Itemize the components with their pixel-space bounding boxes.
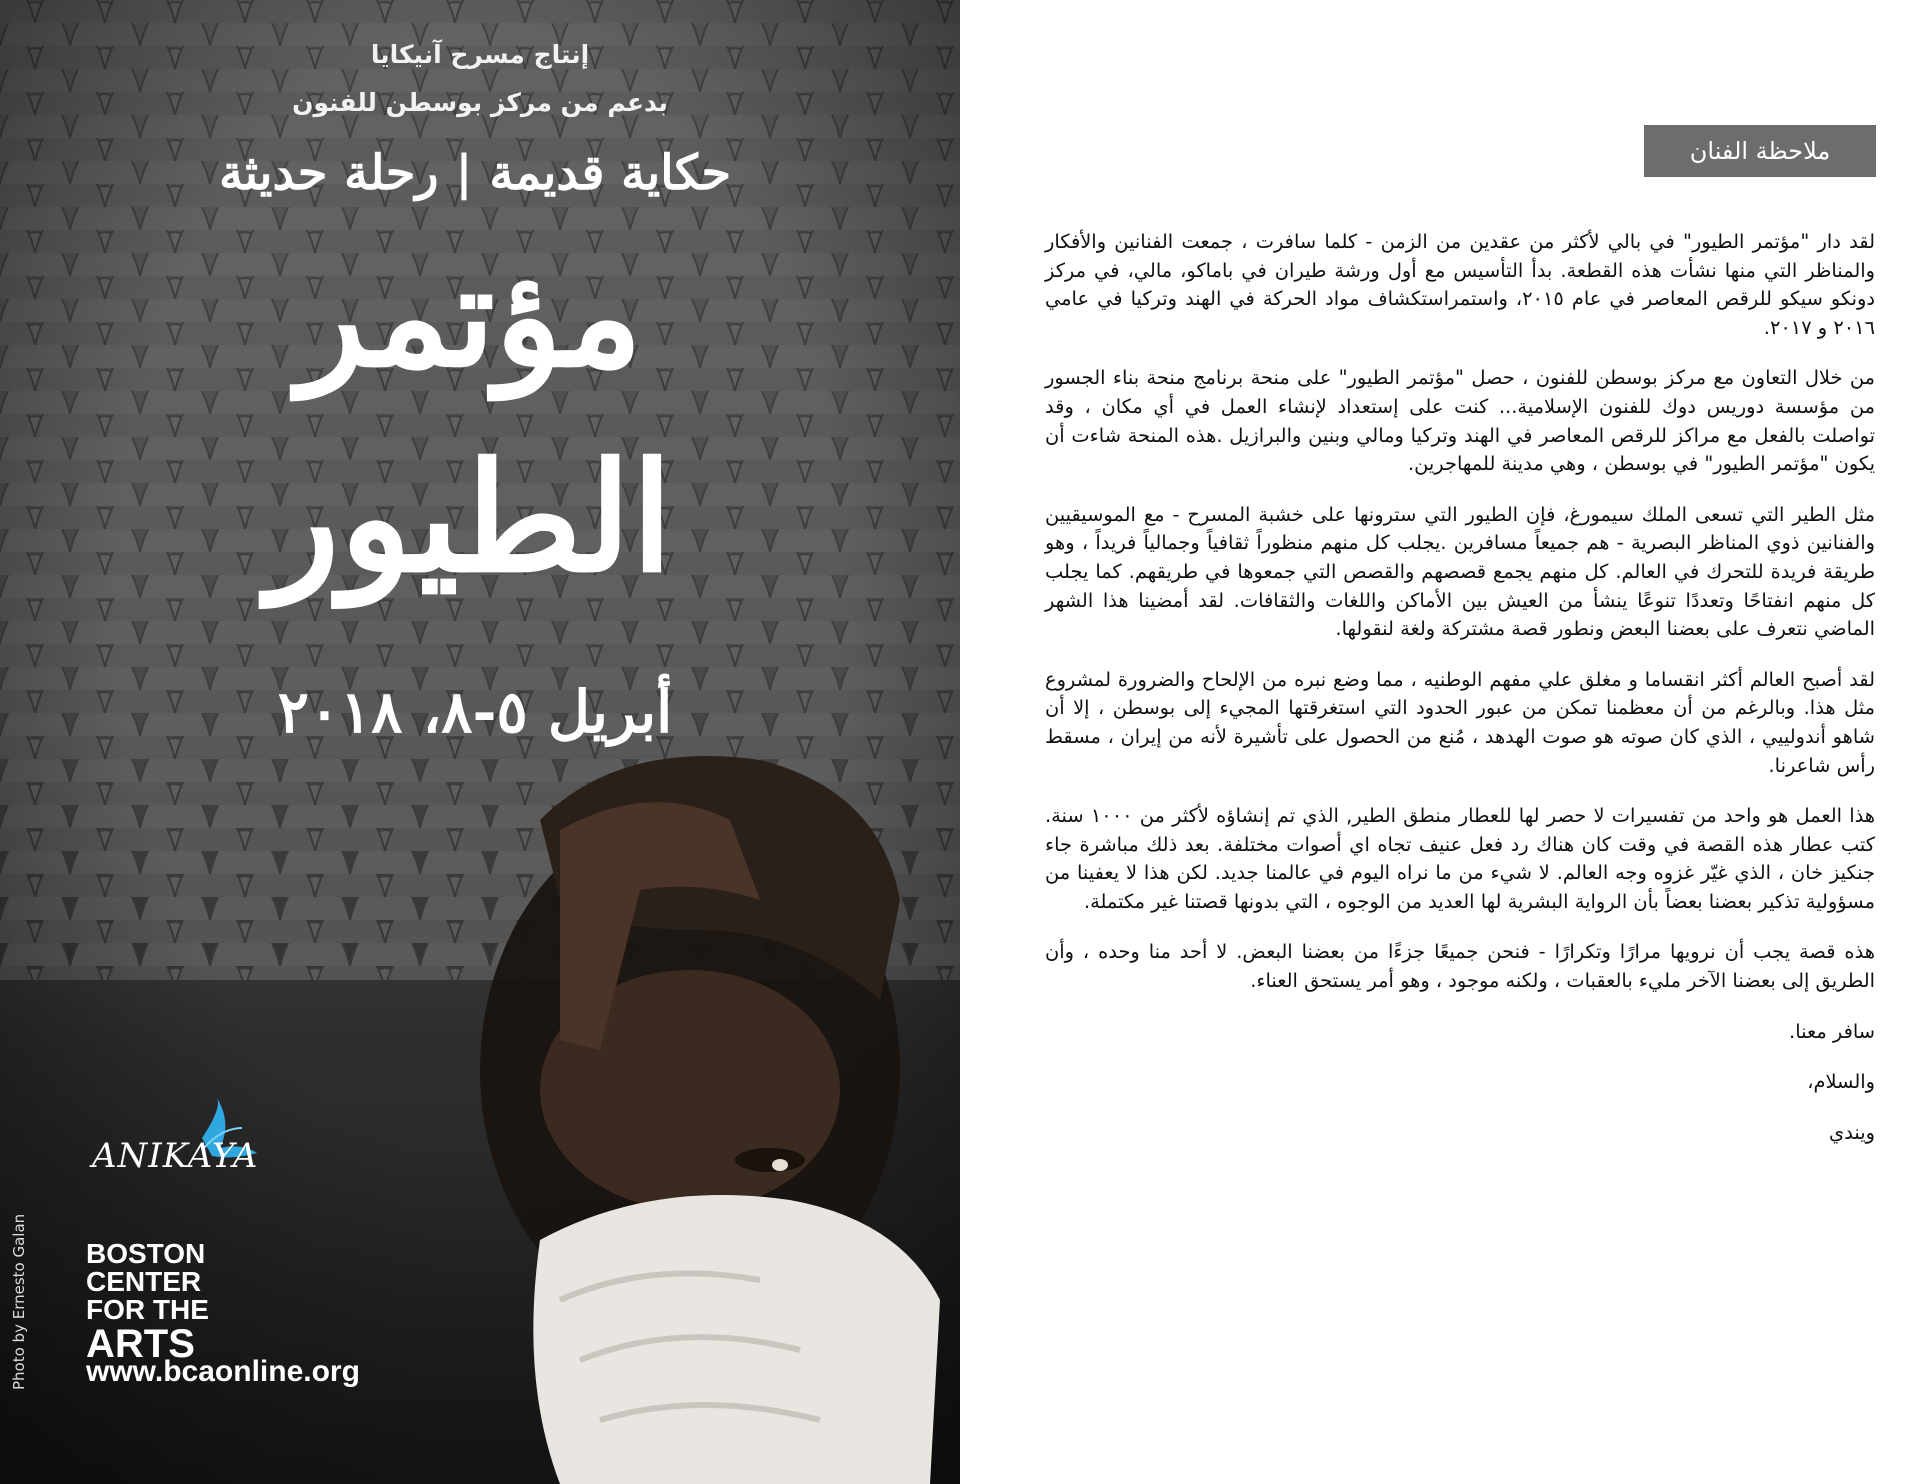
note-paragraph: مثل الطير التي تسعى الملك سيمورغ، فإن الطيور التي سترونها على خشبة المسرح - مع الموسيقيين والفنانين ذوي المناظر البصرية - هم جميعاً مسافرين .يجلب كل منهم منظوراً ثقافياً وجمالياً فريداً ، وهو طريقة فريدة للتحرك في العالم. كل منهم يجمع قصصهم والقصص التي جمعوها في طريقهم. كما يجلب كل منهم انفتاحًا وتعددًا تنوعًا ينشأ من العيش بين الأماكن واللغات والثقافات. لقد أمضينا هذا الشهر الماضي نتعرف على بعضنا البعض ونطور قصة مشتركة ولغة لنقولها. xyxy=(1045,502,1875,641)
note-paragraph: لقد أصبح العالم أكثر انقساما و مغلق علي مفهم الوطنيه ، مما وضع نبره من الإلحاح والضرورة لمشروع مثل هذا. وبالرغم من أن معظمنا تمكن من عبور الحدود التي استغرقتها المجيء إلى بوسطن ، إلا أن شاهو أندولييي ، الذي كان صوته هو صوت الهدهد ، مُنع من الحصول على تأشيرة لأنه من إيران ، مسقط رأس شاعرنا. xyxy=(1045,667,1875,777)
note-signature: ويندي xyxy=(1829,1120,1875,1144)
tagline: حكاية قديمة | رحلة حديثة xyxy=(218,145,732,201)
photo-credit: Photo by Ernesto Galan xyxy=(10,1213,28,1390)
anikaya-logo xyxy=(92,1098,262,1208)
bca-logo xyxy=(86,1240,209,1364)
bca-line-2: CENTER xyxy=(86,1266,202,1297)
poster-title-line-1: مؤتمر xyxy=(297,235,643,399)
bca-line-1: BOSTON xyxy=(86,1238,206,1269)
bca-line-4: ARTS xyxy=(86,1322,195,1366)
support-credit: بدعم من مركز بوسطن للفنون xyxy=(292,88,668,117)
note-closing-greeting: والسلام، xyxy=(1807,1070,1875,1094)
bca-line-3: FOR THE xyxy=(86,1294,209,1325)
poster-title-line-2: الطيور xyxy=(267,430,673,606)
artist-note-body xyxy=(1045,228,1875,1169)
note-paragraph: لقد دار "مؤتمر الطيور" في بالي لأكثر من عقدين من الزمن - كلما سافرت ، جمعت الفنانين والأفكار والمناظر التي منها نشأت هذه القطعة. بدأ التأسيس مع أول ورشة طيران في باماكو، مالي، في مركز دونكو سيكو للرقص المعاصر في عام ٢٠١٥، واستمراستكشاف مواد الحركة في الهند وتركيا في عامي ٢٠١٦ و ٢٠١٧. xyxy=(1045,230,1875,339)
artist-note-header: ملاحظة الفنان xyxy=(1644,125,1876,177)
event-dates: أبريل ٥-٨، ٢٠١٨ xyxy=(277,678,673,746)
anikaya-logo-text: ANIKAYA xyxy=(92,1136,259,1176)
note-paragraph: من خلال التعاون مع مركز بوسطن للفنون ، حصل "مؤتمر الطيور" على منحة برنامج منحة بناء الجسور من مؤسسة دوريس دوك للفنون الإسلامية... كنت على إستعداد لإنشاء العمل في أي مكان ، وقد تواصلت بالفعل مع مراكز للرقص المعاصر في الهند وتركيا ومالي وبنين والبرازيل .هذه المنحة شاءت أن يكون "مؤتمر الطيور" في بوسطن ، وهي مدينة للمهاجرين. xyxy=(1045,366,1875,476)
website-link[interactable]: www.bcaonline.org xyxy=(86,1355,360,1388)
producer-credit: إنتاج مسرح آنيكايا xyxy=(370,40,590,69)
note-paragraph: هذه قصة يجب أن نرويها مرارًا وتكرارًا - فنحن جميعًا جزءًا من بعضنا البعض. لا أحد منا وحده ، وأن الطريق إلى بعضنا الآخر مليء بالعقبات ، ولكنه موجود ، وهو أمر يستحق العناء. xyxy=(1045,940,1875,993)
note-paragraph: هذا العمل هو واحد من تفسيرات لا حصر لها للعطار منطق الطير, الذي تم إنشاؤه لأكثر من ١٠٠٠ سنة. كتب عطار هذه القصة في وقت كان هناك رد فعل عنيف تجاه اي أصوات مختلفة. بعد ذلك مباشرة جاء جنكيز خان ، الذي غيّر غزوه وجه العالم. لا شيء من ما نراه اليوم في عالمنا جديد. لكن هذا لا يعفينا من مسؤولية تذكير بعضنا بعضاً بأن الرواية البشرية لها العديد من الوجوه ، التي بدونها قصتنا غير مكتملة. xyxy=(1045,804,1875,913)
note-closing-line: سافر معنا. xyxy=(1789,1019,1875,1043)
